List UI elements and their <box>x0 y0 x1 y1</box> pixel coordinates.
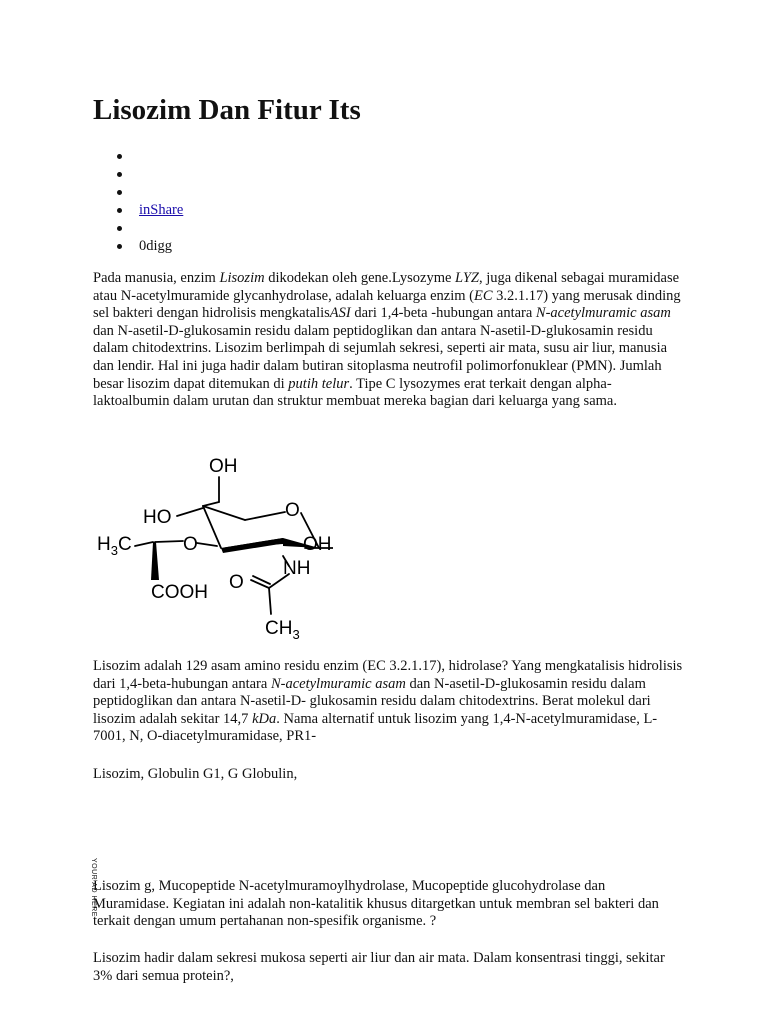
paragraph-synonyms: Lisozim, Globulin G1, G Globulin, <box>93 766 298 782</box>
page-title: Lisozim Dan Fitur Its <box>93 94 361 126</box>
share-item-inshare <box>139 201 183 219</box>
paragraph-activity: Lisozim g, Mucopeptide N-acetylmuramoylhydrolase, Mucopeptide glucohydrolase dan Muramidase. Kegiatan ini adalah non-katalitik khusus ditargetkan untuk membran sel bakteri dan terkait dengan umum pertahanan non-spesifik organisme. ? <box>93 878 659 930</box>
nh-label: NH <box>283 558 311 579</box>
muramic-acid-structure-diagram <box>93 450 333 642</box>
bond-c3-c2-bold <box>221 538 286 553</box>
share-item-1[interactable] <box>139 147 183 165</box>
bond-cooh-wedge <box>151 542 159 580</box>
digg-count: 0digg <box>139 238 173 254</box>
paragraph-occurrence: Lisozim hadir dalam sekresi mukosa seperti air liur dan air mata. Dalam konsentrasi tinggi, sekitar 3% dari semua protein?, <box>93 950 665 984</box>
bond-ch3-ch <box>135 542 153 546</box>
oh-right-label: OH <box>303 534 332 555</box>
bond-ho <box>177 508 203 516</box>
cooh-label: COOH <box>151 582 208 603</box>
bond-c-o1 <box>251 580 269 588</box>
ether-oxygen-label: O <box>183 534 198 555</box>
share-item-2[interactable] <box>139 165 183 183</box>
share-item-3[interactable] <box>139 183 183 201</box>
paragraph-description: Lisozim adalah 129 asam amino residu enzim (EC 3.2.1.17), hidrolase? Yang mengkatalisis hidrolisis dari 1,4-beta-hubungan antara N-acetylmuramic asam dan N-asetil-D-glukosamin residu dalam peptidoglikan dan antara N-asetil-D- glukosamin residu dalam chitodextrins. Berat molekul dari lisozim adalah sekitar 14,7 kDa. Nama alternatif untuk lisozim yang 1,4-N-acetylmuramidase, L-7001, N, O-diacetylmuramidase, PR1- <box>93 658 683 745</box>
bond-ether <box>197 543 217 546</box>
bond-c5-c3 <box>203 506 221 548</box>
ch3-label: $CH_3$ <box>265 618 300 642</box>
ad-placeholder[interactable] <box>90 802 109 917</box>
ring-oxygen-label: O <box>285 500 300 521</box>
bond-c5-c4 <box>203 506 245 520</box>
bond-ch-o <box>155 541 183 542</box>
oh-top-label: OH <box>209 456 238 477</box>
bond-ch2-c5 <box>203 502 219 506</box>
bond-c-ch3 <box>269 588 271 614</box>
share-item-5[interactable] <box>139 219 183 237</box>
share-item-digg <box>139 237 183 255</box>
bond-ring-o <box>245 512 285 520</box>
inshare-link[interactable]: inShare <box>139 202 184 218</box>
h3c-label: $H_3C$ <box>97 534 132 558</box>
share-list <box>93 147 183 255</box>
carbonyl-oxygen-label: O <box>229 572 244 593</box>
paragraph-intro: Pada manusia, enzim Lisozim dikodekan oleh gene.Lysozyme LYZ, juga dikenal sebagai muramidase atau N-acetylmuramide glycanhydrolase, adalah keluarga enzim (EC 3.2.1.17) yang merusak dinding sel bakteri dengan hidrolisis mengkatalisASI dari 1,4-beta -hubungan antara N-acetylmuramic asam dan N-asetil-D-glukosamin residu dalam peptidoglikan dan antara N-asetil-D-glukosamin residu dalam chitodextrins. Lisozim berlimpah di sejumlah sekresi, seperti air mata, susu air liur, manusia dan lendir. Hal ini juga hadir dalam butiran sitoplasma neutrofil polimorfonuklear (PMN). Jumlah besar lisozim dapat ditemukan di putih telur. Tipe C lysozymes erat terkait dengan alpha-laktoalbumin dalam urutan dan struktur membuat mereka bagian dari keluarga yang sama. <box>93 270 681 410</box>
ad-label: YOUR AD HERE <box>90 858 97 917</box>
ho-left-label: HO <box>143 507 172 528</box>
